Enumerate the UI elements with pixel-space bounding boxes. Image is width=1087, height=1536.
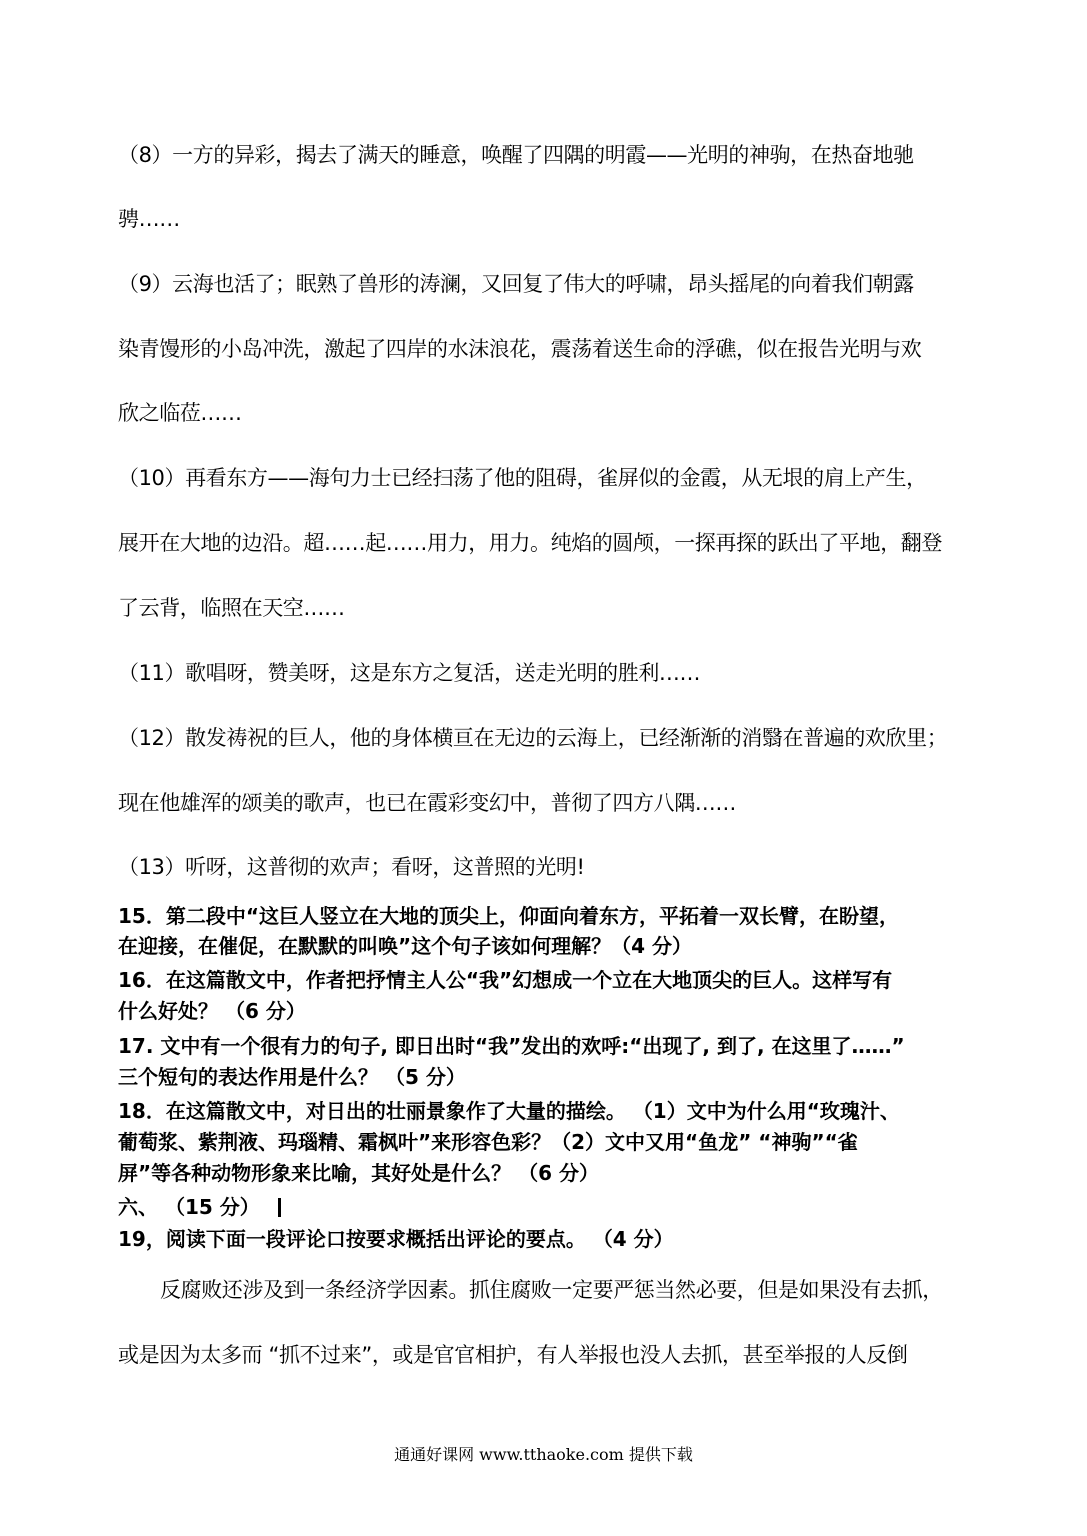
question-16-line-1: 16．在这篇散文中，作者把抒情主人公“我”幻想成一个立在大地顶尖的巨人。这样写有 [118,968,893,992]
paragraph-12-line-2: 现在他雄浑的颂美的歌声，也已在霞彩变幻中，普彻了四方八隅…… [118,791,736,815]
section-six-label: 六、 （15 分） [118,1195,260,1219]
text-cursor-icon [278,1198,281,1217]
question-15-line-2: 在迎接，在催促，在默默的叫唤”这个句子该如何理解？（4 分） [118,934,693,958]
paragraph-10-line-2: 展开在大地的边沿。超……起……用力，用力。纯焰的圆颅，一探再探的跃出了平地，翻登 [118,531,942,555]
question-17-line-1: 17. 文中有一个很有力的句子, 即日出时“我”发出的欢呼:“出现了, 到了, 在这里了……” [118,1034,905,1058]
passage-line-1: 反腐败还涉及到一条经济学因素。抓住腐败一定要严惩当然必要，但是如果没有去抓， [160,1278,943,1302]
question-19-line: 19，阅读下面一段评论口按要求概括出评论的要点。 （4 分） [118,1227,674,1251]
question-18-line-2: 葡萄浆、紫荆液、玛瑙精、霜枫叶”来形容色彩？（2）文中又用“鱼龙” “神驹”“雀 [118,1130,858,1154]
question-15-line-1: 15．第二段中“这巨人竖立在大地的顶尖上，仰面向着东方，平拓着一双长臂，在盼望， [118,904,899,928]
paragraph-8-line-2: 骋…… [118,207,180,231]
question-16-line-2: 什么好处？ （6 分） [118,999,306,1023]
paragraph-11-line-1: （11）歌唱呀，赞美呀，这是东方之复活，送走光明的胜利…… [118,661,701,685]
paragraph-9-line-1: （9）云海也活了；眠熟了兽形的涛澜，又回复了伟大的呼啸，昂头摇尾的向着我们朝露 [118,272,914,296]
page-footer: 通通好课网 www.tthaoke.com 提供下载 [394,1445,693,1464]
question-18-line-1: 18．在这篇散文中，对日出的壮丽景象作了大量的描绘。 （1）文中为什么用“玫瑰汁、 [118,1099,900,1123]
paragraph-9-line-3: 欣之临莅…… [118,401,242,425]
paragraph-10-line-1: （10）再看东方——海句力士已经扫荡了他的阻碍，雀屏似的金霞，从无垠的肩上产生， [118,466,927,490]
paragraph-13-line-1: （13）听呀，这普彻的欢声；看呀，这普照的光明! [118,855,585,879]
paragraph-9-line-2: 染青馒形的小岛冲洗，激起了四岸的水沫浪花，震荡着送生命的浮礁，似在报告光明与欢 [118,337,922,361]
question-17-line-2: 三个短句的表达作用是什么？ （5 分） [118,1065,466,1089]
paragraph-10-line-3: 了云背，临照在天空…… [118,596,345,620]
section-six-heading [118,1193,978,1221]
paragraph-8-line-1: （8）一方的异彩，揭去了满天的睡意，唤醒了四隅的明霞——光明的神驹，在热奋地驰 [118,143,914,167]
question-18-line-3: 屏”等各种动物形象来比喻，其好处是什么？ （6 分） [118,1161,599,1185]
paragraph-12-line-1: （12）散发祷祝的巨人，他的身体横亘在无边的云海上，已经渐渐的消翳在普遍的欢欣里； [118,726,948,750]
passage-line-2: 或是因为太多而 “抓不过来”，或是官官相护，有人举报也没人去抓，甚至举报的人反倒 [118,1343,908,1367]
